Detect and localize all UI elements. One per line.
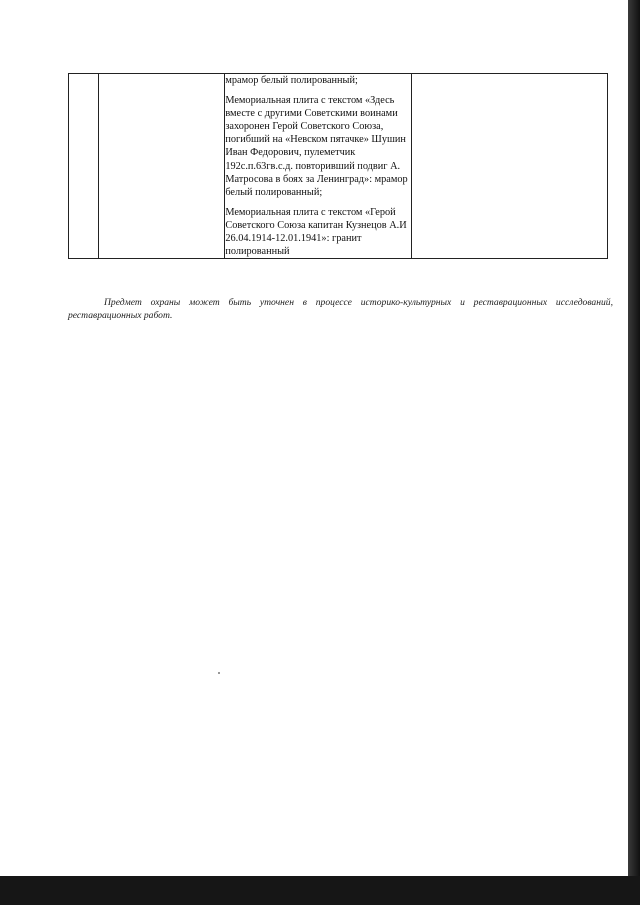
object-cell (98, 74, 224, 259)
number-cell (69, 74, 99, 259)
description-entry: Мемориальная плита с текстом «Здесь вместе с другими Советскими воинами захоронен Герой Советского Союза, погибший на «Невском пятачке» Шушин Иван Федорович, пулеметчик 192с.п.63гв.с.д. повторивший подвиг А. Матросова в боях за Ленинград»: мрамор белый полированный; (225, 95, 408, 198)
scan-speck (218, 672, 220, 674)
table-row (69, 74, 608, 259)
scan-edge-right (628, 0, 640, 905)
description-entry: Мемориальная плита с текстом «Герой Советского Союза капитан Кузнецов А.И 26.04.1914-12.01.1941»: гранит полированный (225, 206, 407, 258)
scan-edge-bottom (0, 876, 640, 905)
protection-subject-table (68, 73, 608, 259)
description-entry: мрамор белый полированный; (225, 75, 358, 86)
photo-cell (411, 74, 607, 259)
description-cell (225, 74, 411, 259)
footnote: Предмет охраны может быть уточнен в процессе историко-культурных и реставрационных исследований, реставрационных работ. (68, 297, 613, 321)
